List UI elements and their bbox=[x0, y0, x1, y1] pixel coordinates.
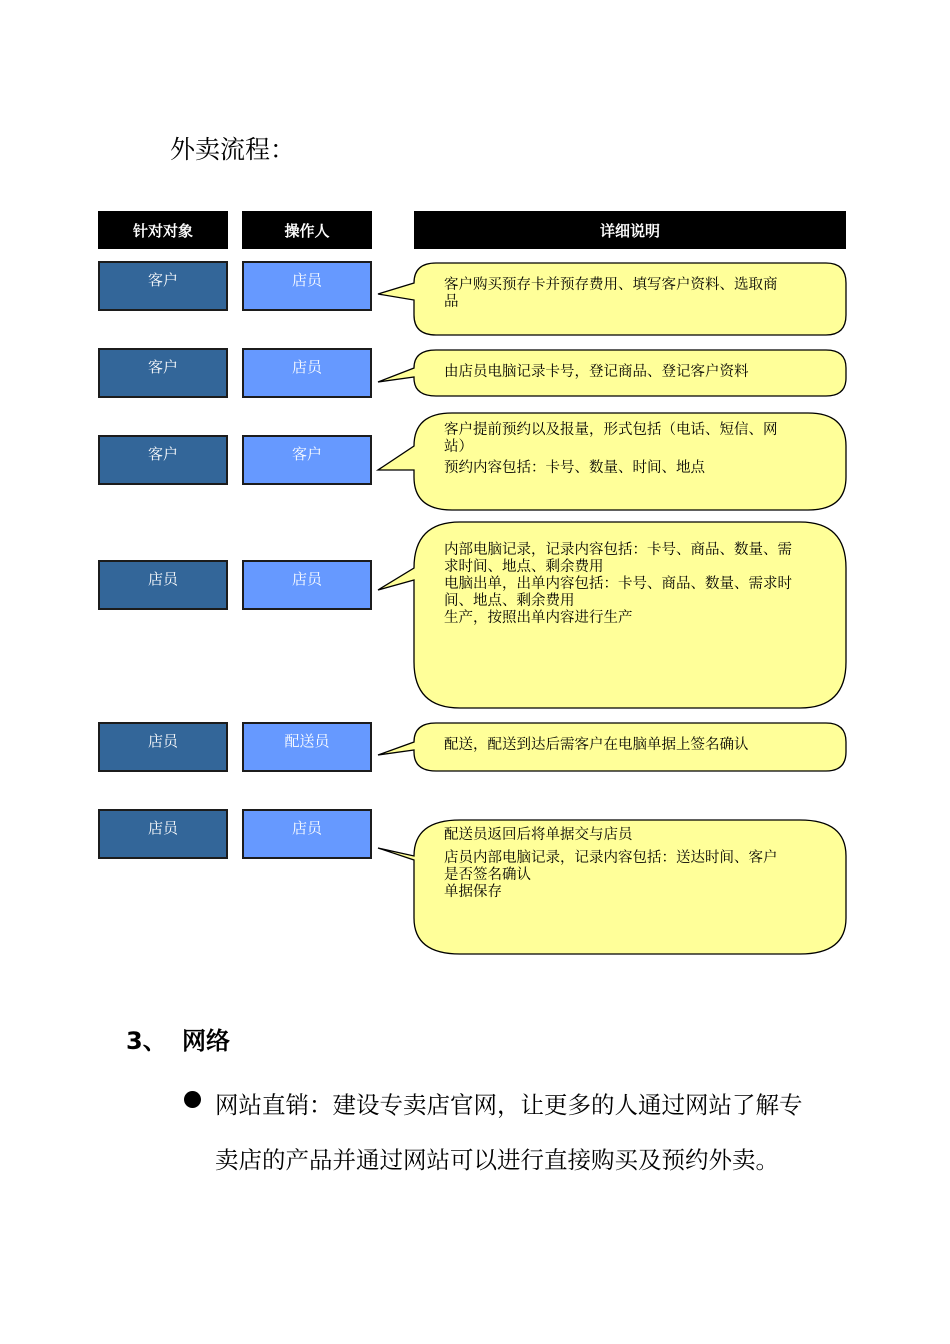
section-3-title: 网络 bbox=[182, 1027, 230, 1055]
row-6-detail: 配送员返回后将单据交与店员 店员内部电脑记录，记录内容包括：送达时间、客户 是否签名确认 单据保存 bbox=[444, 827, 778, 900]
row-1-operator: 店员 bbox=[242, 261, 372, 311]
row-5-detail: 配送，配送到达后需客户在电脑单据上签名确认 bbox=[444, 737, 749, 753]
row-2-detail: 由店员电脑记录卡号，登记商品、登记客户资料 bbox=[444, 364, 749, 380]
row-3-detail: 客户提前预约以及报量，形式包括（电话、短信、网 站） 预约内容包括：卡号、数量、时间、地点 bbox=[444, 422, 778, 476]
section-3-number: 3、 bbox=[126, 1027, 167, 1055]
row-2-target: 客户 bbox=[98, 348, 228, 398]
row-1-target: 客户 bbox=[98, 261, 228, 311]
row-1-detail: 客户购买预存卡并预存费用、填写客户资料、选取商 品 bbox=[444, 277, 778, 310]
row-5-target: 店员 bbox=[98, 722, 228, 772]
header-operator: 操作人 bbox=[242, 211, 372, 249]
header-target: 针对对象 bbox=[98, 211, 228, 249]
bullet-paragraph: 网站直销：建设专卖店官网，让更多的人通过网站了解专 卖店的产品并通过网站可以进行直接购买及预约外卖。 bbox=[215, 1091, 803, 1174]
row-2-operator: 店员 bbox=[242, 348, 372, 398]
row-4-detail: 内部电脑记录，记录内容包括：卡号、商品、数量、需 求时间、地点、剩余费用 电脑出单，出单内容包括：卡号、商品、数量、需求时 间、地点、剩余费用 生产，按照出单内容进行生产 bbox=[444, 542, 792, 626]
row-5-operator: 配送员 bbox=[242, 722, 372, 772]
row-4-operator: 店员 bbox=[242, 560, 372, 610]
header-detail: 详细说明 bbox=[414, 211, 846, 249]
row-4-target: 店员 bbox=[98, 560, 228, 610]
bullet-icon bbox=[184, 1091, 201, 1108]
section-title: 外卖流程： bbox=[170, 135, 296, 164]
row-3-target: 客户 bbox=[98, 435, 228, 485]
row-6-operator: 店员 bbox=[242, 809, 372, 859]
row-6-target: 店员 bbox=[98, 809, 228, 859]
row-3-operator: 客户 bbox=[242, 435, 372, 485]
